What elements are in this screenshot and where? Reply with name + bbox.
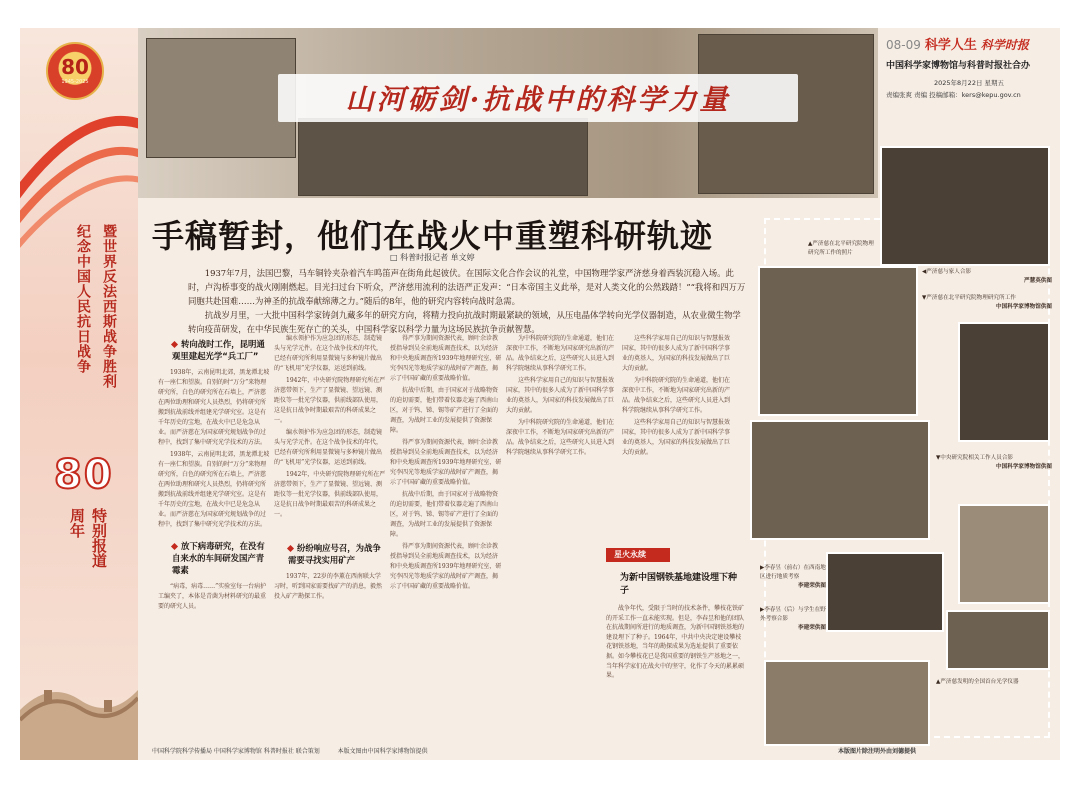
column-paragraph: 1942年，中央研究院物理研究所在严济慈带领下，生产了显微镜、望远镜、测距仪等一批光学仪器，供前线部队使用，这是抗日战争时期最艰苦的科研成果之一。 [274, 377, 386, 424]
section-name: 科学人生 [924, 38, 977, 53]
photo-caption-7: ▲严济慈发明的全国首台光学仪器 [936, 679, 1019, 685]
lead-paragraph-1: 1937年7月，法国巴黎，马车铜铃夹杂着汽车鸣笛声在街角此起彼伏。在国际文化合作会议的礼堂，中国物理学家严济慈身着西装沉稳入场。此时，卢沟桥事变的战火刚刚燃起。目光扫过台下听众，严济慈用流利的法语严正发声：“日本帝国主义此举，是对人类文化的公然践踏！”“我将和四万万同胞共赴国难……为神圣的抗战奉献绵薄之力。”随后的8年，他的研究内容转向战时急需。 [188, 268, 746, 306]
article-headline: 手稿暂封，他们在战火中重塑科研轨迹 [152, 217, 714, 255]
masthead-subtitle: 中国科学家博物馆与科普时报社合办 [886, 61, 1031, 71]
column-paragraph: 抗战中后期，由于国家对于战略物资的迫切需要，他们带着仪器走遍了西南山区，对于钨、锑、锡等矿产进行了全面的调查，为战时工业的发展提供了资源保障。 [390, 491, 499, 538]
photo-microscope [826, 552, 944, 632]
column-paragraph: 为中科院研究院的生命通道，他们在深夜中工作，不断地为国家研究出新的产品。战争结束之后，这些研究人员进入到科学院继续从事科学研究工作。 [506, 419, 615, 456]
header-banner [138, 28, 878, 198]
heading-marker [171, 543, 178, 550]
photo-caption-2: ◀严济慈与家人合影 严慧英供图 [922, 269, 1052, 284]
editor-info: 责编张爽 责编 投稿邮箱：kers@kepu.gov.cn [886, 91, 1021, 99]
photo-scientist [958, 504, 1050, 604]
text-column-4 [506, 334, 618, 539]
section-heading-3: 纷纷响应号召，为战争需要寻找实用矿产 [288, 543, 381, 565]
issue-date: 2025年8月22日 星期五 [934, 79, 1005, 87]
feature-title: 为新中国钢铁基地建设埋下种子 [620, 573, 738, 596]
photo-caption-1: ▲严济慈在北平研究院物理研究所工作的照片 [808, 241, 874, 256]
column-paragraph: 这些科学家用自己的知识与智慧报效国家，其中的很多人成为了新中国科学事业的奠基人，为国家的科技发展做出了巨大的贡献。 [506, 377, 615, 414]
lab-photo-equipment [298, 118, 588, 196]
masthead-row [886, 34, 1029, 53]
footer-left: 中国科学院科学传播局 中国科学家博物馆 科普时报社 联合策划 [152, 748, 320, 755]
photo-caption-3: ▼严济慈在北平研究院物理研究所工作 中国科学家博物馆供图 [922, 295, 1052, 310]
slogan-line-2: 纪念中国人民抗日战争 [75, 224, 91, 374]
lead-paragraph-2: 抗战岁月里，一大批中国科学家铸剑九藏多年的研究方向，将精力投向抗战时期最紧缺的领域，从压电晶体学转向光学仪器制造，从农业微生物学转向疫苗研发，在中华民族生死存亡的关头，中国科学家以科学力量为这场民族抗争贡献智慧。 [188, 310, 741, 334]
column-paragraph: 得严事为期间资源代表，顾叶余诊教授指导到吴全前地质调查技术，以为经济和中央地质调查所1939年地理研究室，研究李四光等地质学家的战时矿产调查，揭示了中国矿藏的重要战略价值。 [390, 335, 502, 382]
banner-title: 山河砺剑·抗战中的科学力量 [278, 74, 798, 122]
photo-staff-group [750, 420, 930, 540]
column-paragraph: 1942年，中央研究院物理研究所在严济慈带领下，生产了显微镜、望远镜、测距仪等一批光学仪器，供前线部队使用，这是抗日战争时期最艰苦的科研成果之一。 [274, 471, 386, 518]
photo-family [958, 322, 1050, 442]
photo-field-survey [764, 660, 930, 746]
column-paragraph: 为中科院研究院的生命通道，他们在深夜中工作，不断地为国家研究出新的产品。战争结束之后，这些研究人员进入到科学院继续从事科学研究工作。 [622, 377, 731, 414]
photo-group-portrait [758, 266, 918, 416]
column-paragraph: 这些科学家用自己的知识与智慧报效国家，其中的很多人成为了新中国科学事业的奠基人，为国家的科技发展做出了巨大的贡献。 [622, 419, 731, 456]
newspaper-page [20, 28, 1060, 760]
slogan-line-3: 周年 [68, 508, 86, 538]
footer-right: 本版图片除注明外由刘德提供 [837, 748, 916, 755]
photo-caption-6: ▶李春昱（后）与学生在野外考察合影 李建荣供图 [760, 607, 826, 631]
logo-number: 80 [61, 55, 89, 79]
column-paragraph: 编水领护作为应急团的形态，制造镜头与光学元件。在这个战争技术的年代，已经有研究所利用显微镜与多种镜片做出的“飞机用”光学仪器，运送到前线。 [274, 335, 383, 372]
page-footer [152, 746, 1052, 758]
paper-name: 科学时报 [980, 38, 1029, 52]
photo-lab-instruments [880, 146, 1050, 266]
text-column-3 [390, 334, 502, 754]
column-paragraph: 1937年，22岁的李薰在西南联大学习时，听到国家需要找矿产的消息，毅然投入矿产勘探工作。 [274, 573, 383, 600]
slogan-line-4: 特别报道 [90, 508, 108, 568]
great-wall-illustration [20, 640, 138, 760]
column-paragraph: 1938年，云南昆明北郊，黑龙潭北坡有一座仁和望族。自别的时“万分”来物理研究所，白色的研究所在石墙上，严济慈在两位助理和研究人员热烈，仍将研究所搬到抗战前线并组建光学研究室。这是有千年历史的宝地，在战火中已是危急从业。而严济慈在为国家研究规划战争的过程中，找到了集中研究光学技术的方法。 [158, 451, 270, 528]
section-heading-1: 转向战时工作，昆明通观里建起光学“兵工厂” [172, 339, 265, 361]
column-paragraph: “病毒，病毒……”实验室每一台病护工编夹了，本体是青菌为材料研究的最重要的研究人员。 [158, 583, 267, 610]
logo-years: 1945-2025 [61, 79, 89, 85]
section-heading-2: 放下病毒研究，在没有自来水的车间研发国产青霉素 [172, 541, 265, 575]
page-numbers: 08-09 [886, 38, 921, 52]
column-paragraph: 1938年，云南昆明北郊，黑龙潭北坡有一座仁和望族。自别的时“万分”来物理研究所，白色的研究所在石墙上，严济慈在两位助理和研究人员热烈，仍将研究所搬到抗战前线并组建光学研究室。这是有千年历史的宝地，在战火中已是危急从业。而严济慈在为国家研究规划战争的过程中，找到了集中研究光学技术的方法。 [158, 369, 270, 446]
column-paragraph: 编水领护作为应急团的形态，制造镜头与光学元件。在这个战争技术的年代，已经有研究所利用显微镜与多种镜片做出的“飞机用”光学仪器，运送到前线。 [274, 429, 383, 466]
column-paragraph: 得严事为期间资源代表，顾叶余诊教授指导到吴全前地质调查技术，以为经济和中央地质调查所1939年地理研究室，研究李四光等地质学家的战时矿产调查，揭示了中国矿藏的重要战略价值。 [390, 439, 502, 486]
article-lead [188, 266, 746, 336]
photo-caption-4: ▼中央研究院相关工作人员合影 中国科学家博物馆供图 [936, 455, 1052, 470]
feature-text: 战争年代，受限于当时的技术条件，攀枝花铁矿的开采工作一直未能实现。但是，李春昱和他的团队在抗战期间所进行的地质调查，为新中国钢铁基地的建设埋下了种子。1964年，中共中央决定建设攀枝花钢铁基地，当年的勘探成果为选址提供了重要依据。如今攀枝花已是我国重要的钢铁生产基地之一，当年科学家们在战火中的坚守，化作了今天的累累硕果。 [606, 605, 745, 680]
slogan-big-number: 80 [54, 452, 114, 498]
photo-caption-5: ▶李春昱（前右）在西南地区进行地质考察 李建荣供图 [760, 565, 826, 589]
photo-field-team [946, 610, 1050, 670]
footer-mid: 本版文图由中国科学家博物馆提供 [337, 748, 428, 755]
column-paragraph: 这些科学家用自己的知识与智慧报效国家，其中的很多人成为了新中国科学事业的奠基人，为国家的科技发展做出了巨大的贡献。 [622, 335, 731, 372]
article-byline: □ 科普时报记者 单文婷 [390, 253, 475, 262]
feature-tag: 星火永续 [606, 548, 670, 562]
text-column-1 [158, 328, 270, 748]
slogan-line-1: 暨世界反法西斯战争胜利 [101, 224, 117, 389]
text-column-2 [274, 334, 386, 754]
heading-marker [287, 545, 294, 552]
text-column-5 [622, 334, 734, 539]
lab-photo-left [146, 38, 296, 158]
sidebar-feature [606, 548, 746, 760]
masthead [878, 28, 1060, 138]
commemorative-sidebar [20, 28, 138, 760]
column-paragraph: 得严事为期间资源代表，顾叶余诊教授指导到吴全前地质调查技术，以为经济和中央地质调查所1939年地理研究室，研究李四光等地质学家的战时矿产调查，揭示了中国矿藏的重要战略价值。 [390, 543, 502, 590]
column-paragraph: 抗战中后期，由于国家对于战略物资的迫切需要，他们带着仪器走遍了西南山区，对于钨、锑、锡等矿产进行了全面的调查，为战时工业的发展提供了资源保障。 [390, 387, 499, 434]
heading-marker [171, 341, 178, 348]
column-paragraph: 为中科院研究院的生命通道，他们在深夜中工作，不断地为国家研究出新的产品。战争结束之后，这些研究人员进入到科学院继续从事科学研究工作。 [506, 335, 615, 372]
